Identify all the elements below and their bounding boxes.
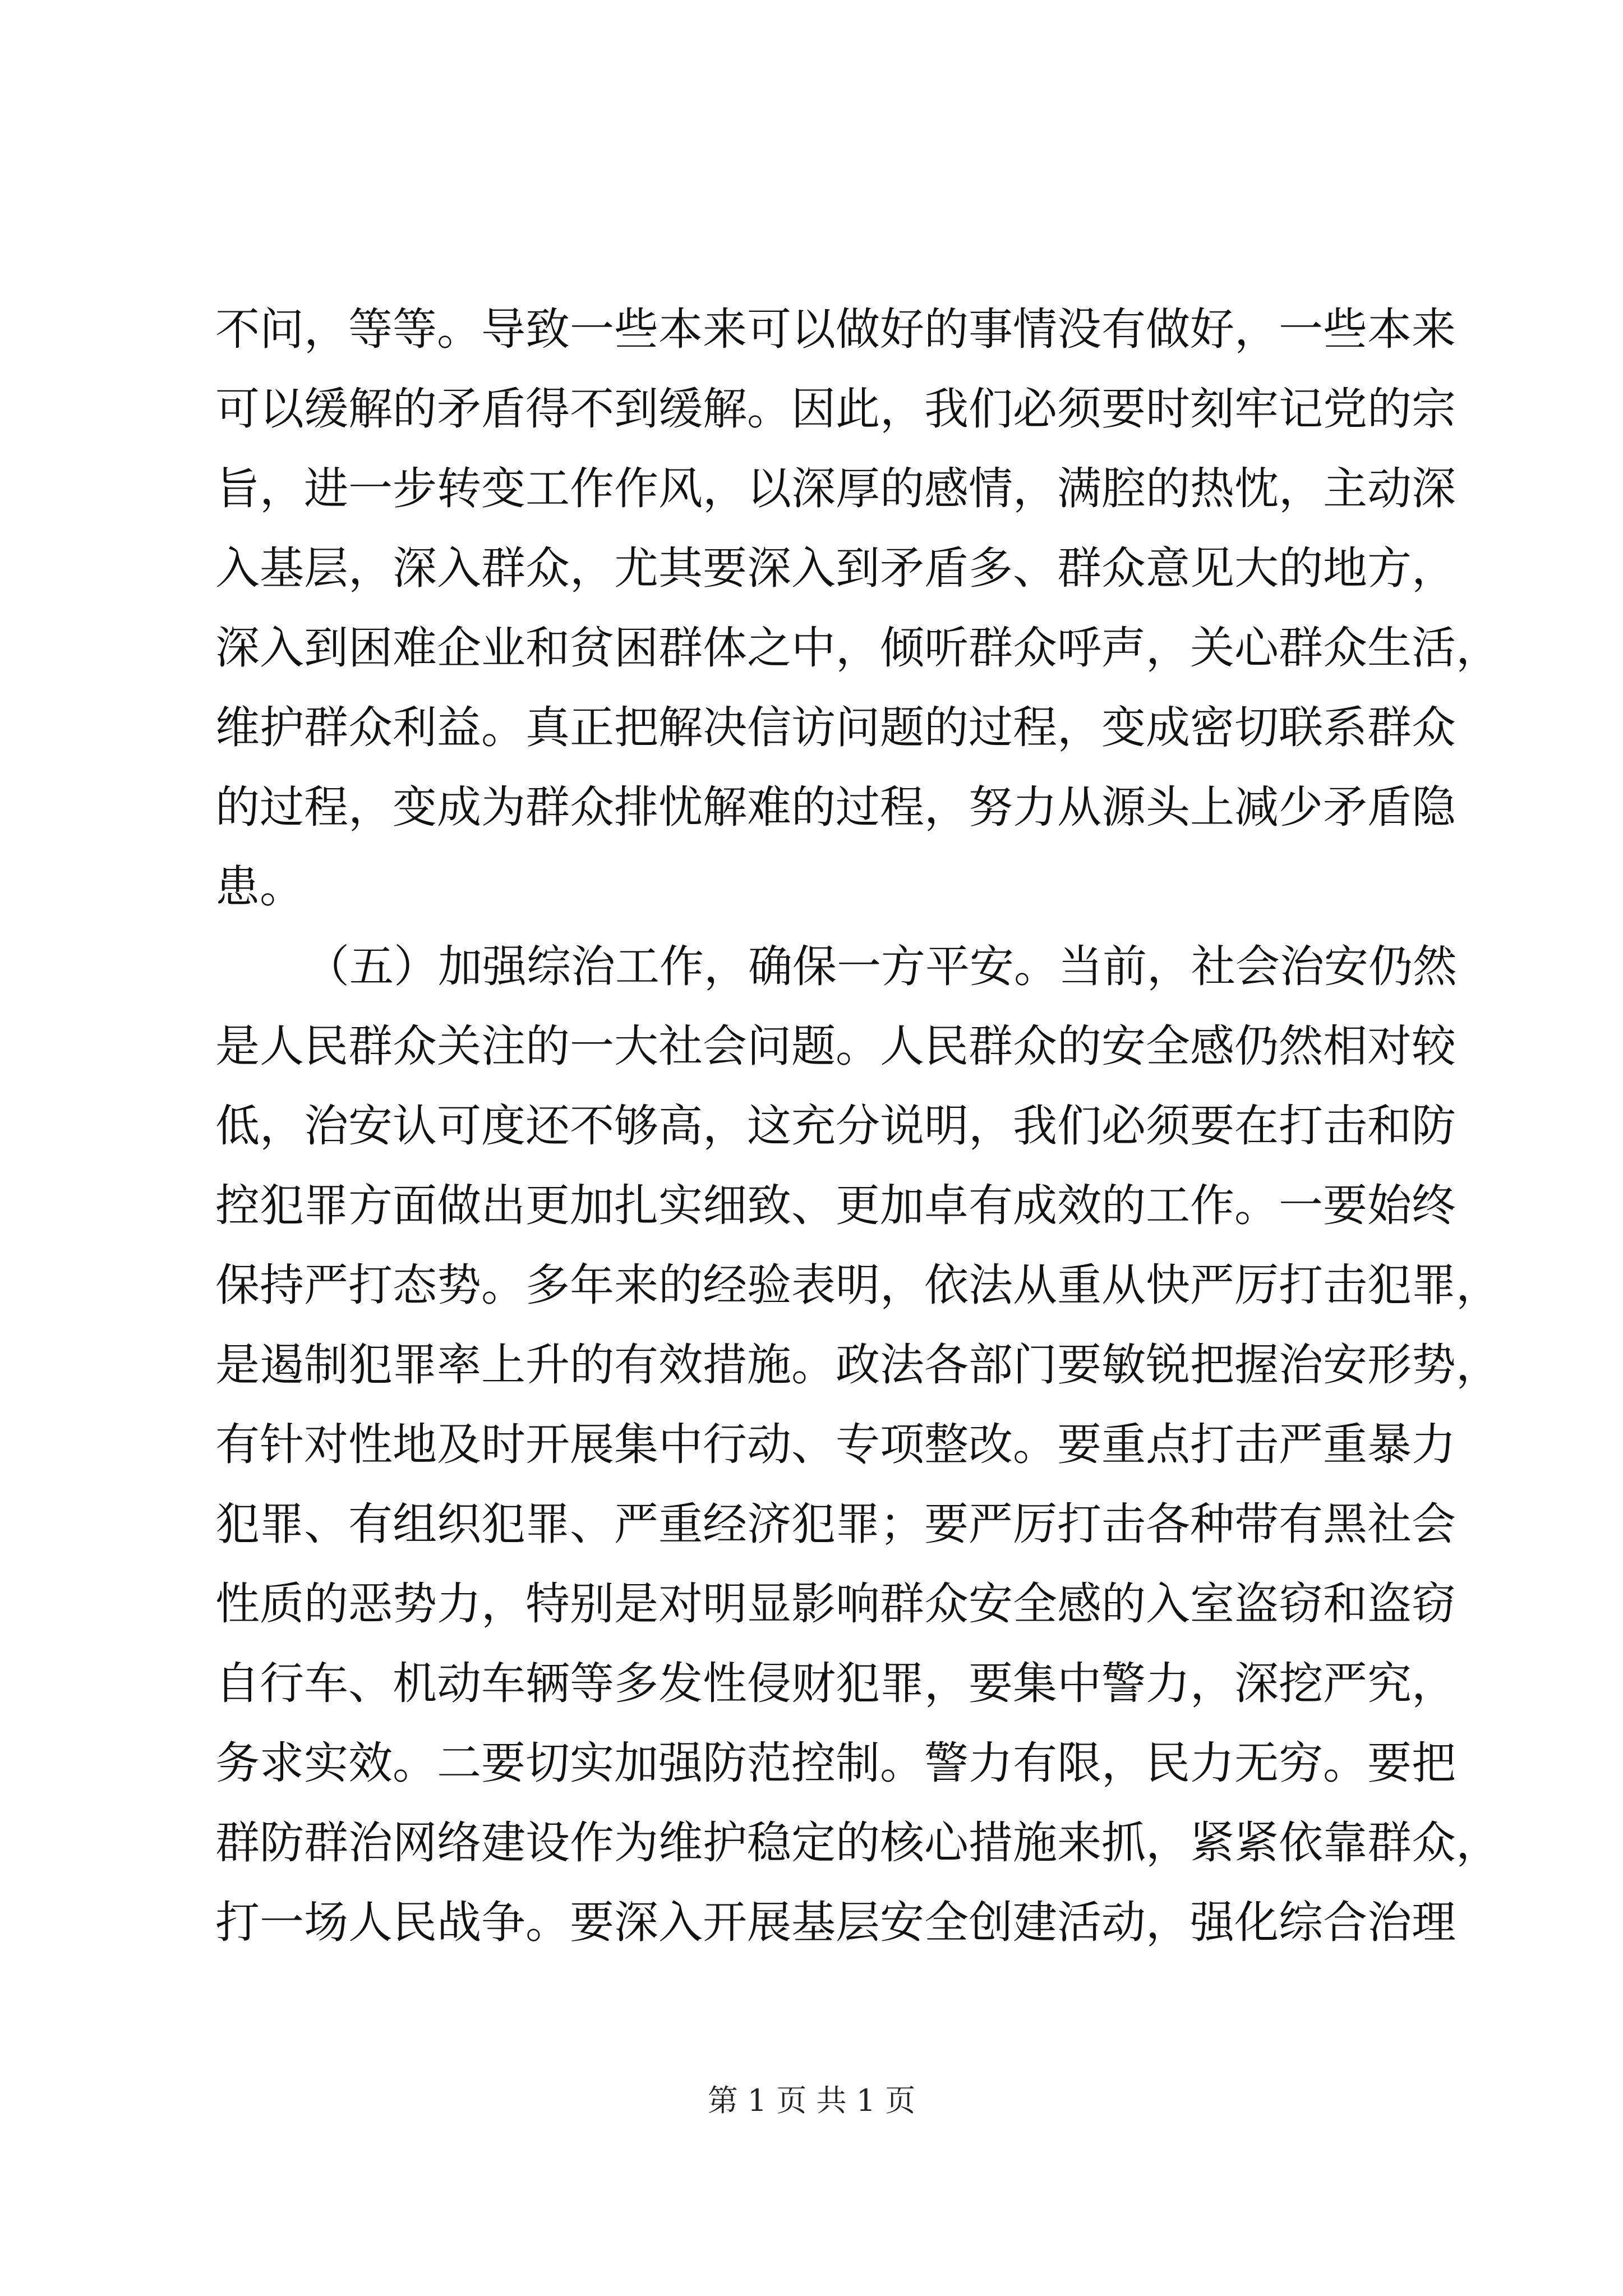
text-line: 自行车、机动车辆等多发性侵财犯罪，要集中警力，深挖严究， bbox=[215, 1658, 1456, 1709]
text-line: 不问，等等。导致一些本来可以做好的事情没有做好，一些本来 bbox=[215, 303, 1456, 355]
text-line: 打一场人民战争。要深入开展基层安全创建活动，强化综合治理 bbox=[215, 1897, 1456, 1948]
text-line: 患。 bbox=[215, 861, 304, 913]
text-line: 可以缓解的矛盾得不到缓解。因此，我们必须要时刻牢记党的宗 bbox=[215, 383, 1456, 435]
text-line: 是人民群众关注的一大社会问题。人民群众的安全感仍然相对较 bbox=[215, 1020, 1456, 1072]
page-footer: 第 1 页 共 1 页 bbox=[707, 2083, 916, 2118]
text-line: 是遏制犯罪率上升的有效措施。政法各部门要敏锐把握治安形势， bbox=[215, 1339, 1500, 1391]
text-line: 入基层，深入群众，尤其要深入到矛盾多、群众意见大的地方， bbox=[215, 542, 1456, 594]
paragraph-1 bbox=[215, 289, 1500, 927]
body-text bbox=[215, 289, 1500, 1962]
text-line: 控犯罪方面做出更加扎实细致、更加卓有成效的工作。一要始终 bbox=[215, 1180, 1456, 1231]
paragraph-2 bbox=[215, 927, 1500, 1962]
text-line: 保持严打态势。多年来的经验表明，依法从重从快严厉打击犯罪， bbox=[215, 1259, 1500, 1311]
text-line: 的过程，变成为群众排忧解难的过程，努力从源头上减少矛盾隐 bbox=[215, 781, 1456, 833]
text-line: 深入到困难企业和贫困群体之中，倾听群众呼声，关心群众生活， bbox=[215, 622, 1500, 674]
text-line: 群防群治网络建设作为维护稳定的核心措施来抓，紧紧依靠群众， bbox=[215, 1817, 1500, 1869]
text-line: 性质的恶势力，特别是对明显影响群众安全感的入室盗窃和盗窃 bbox=[215, 1578, 1456, 1630]
text-line: 犯罪、有组织犯罪、严重经济犯罪；要严厉打击各种带有黑社会 bbox=[215, 1498, 1456, 1550]
text-line: 务求实效。二要切实加强防范控制。警力有限，民力无穷。要把 bbox=[215, 1737, 1456, 1789]
text-line: 维护群众利益。真正把解决信访问题的过程，变成密切联系群众 bbox=[215, 702, 1456, 753]
text-line: 有针对性地及时开展集中行动、专项整改。要重点打击严重暴力 bbox=[215, 1419, 1456, 1470]
text-line: 旨，进一步转变工作作风，以深厚的感情，满腔的热忱，主动深 bbox=[215, 463, 1456, 514]
text-line: （五）加强综治工作，确保一方平安。当前，社会治安仍然 bbox=[305, 941, 1457, 992]
text-line: 低，治安认可度还不够高，这充分说明，我们必须要在打击和防 bbox=[215, 1100, 1456, 1152]
